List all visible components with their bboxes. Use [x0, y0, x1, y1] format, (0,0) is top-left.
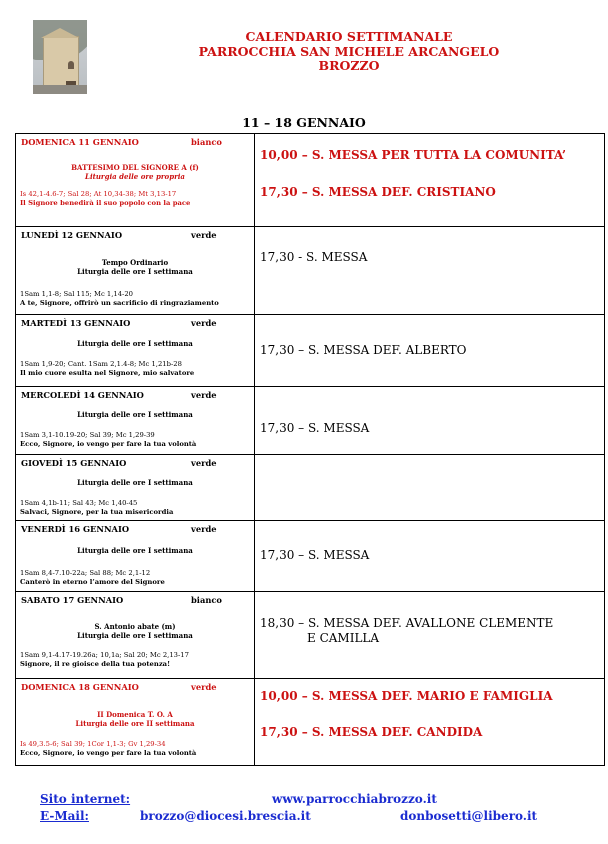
day-row — [16, 455, 605, 521]
liturgy-hours: Liturgia delle ore I settimana — [77, 546, 193, 555]
day-info-cell — [16, 455, 255, 521]
readings: 1Sam 1,9-20; Cant. 1Sam 2,1.4-8; Mc 1,21b-28 — [20, 360, 182, 368]
day-info-cell — [16, 387, 255, 455]
day-title: DOMENICA 11 GENNAIO bianco — [21, 137, 222, 147]
liturgical-color: verde — [191, 682, 217, 692]
readings: 1Sam 3,1-10.19-20; Sal 39; Mc 1,29-39 — [20, 431, 155, 439]
mass-cell — [255, 315, 605, 387]
liturgy-hours: Liturgia delle ore II settimana — [75, 719, 195, 728]
mass-entry: 17,30 – S. MESSA DEF. CRISTIANO — [260, 185, 496, 199]
day-row — [16, 134, 605, 227]
day-info-cell — [16, 134, 255, 227]
antiphon: Il Signore benedirà il suo popolo con la pace — [20, 198, 191, 207]
day-row — [16, 315, 605, 387]
email-link-parish[interactable]: brozzo@diocesi.brescia.it — [140, 809, 311, 823]
liturgy-hours: Liturgia delle ore I settimana — [77, 267, 193, 276]
day-row — [16, 592, 605, 679]
day-info-cell — [16, 679, 255, 766]
liturgical-color: bianco — [191, 137, 222, 147]
day-title: VENERDÌ 16 GENNAIO verde — [21, 524, 217, 534]
mass-cell — [255, 134, 605, 227]
readings: 1Sam 4,1b-11; Sal 43; Mc 1,40-45 — [20, 499, 138, 507]
antiphon: Ecco, Signore, io vengo per fare la tua volontà — [20, 748, 197, 757]
antiphon: Canterò in eterno l’amore del Signore — [20, 577, 165, 586]
mass-entry: E CAMILLA — [307, 631, 380, 645]
day-title: GIOVEDÌ 15 GENNAIO verde — [21, 458, 217, 468]
liturgy-hours: Liturgia delle ore I settimana — [77, 631, 193, 640]
mass-cell — [255, 679, 605, 766]
mass-cell — [255, 387, 605, 455]
readings: 1Sam 1,1-8; Sal 115; Mc 1,14-20 — [20, 290, 133, 298]
mass-cell — [255, 455, 605, 521]
header-parish: PARROCCHIA SAN MICHELE ARCANGELO — [198, 43, 500, 59]
feast: S. Antonio abate (m) — [94, 622, 176, 631]
day-row — [16, 387, 605, 455]
day-row — [16, 521, 605, 592]
day-row — [16, 679, 605, 766]
mass-cell — [255, 227, 605, 315]
feast: BATTESIMO DEL SIGNORE A (f) — [71, 163, 199, 172]
readings: 1Sam 8,4-7.10-22a; Sal 88; Mc 2,1-12 — [20, 569, 151, 577]
liturgical-color: verde — [191, 390, 217, 400]
antiphon: Ecco, Signore, io vengo per fare la tua volontà — [20, 439, 197, 448]
liturgical-color: bianco — [191, 595, 222, 605]
day-info-cell — [16, 521, 255, 592]
liturgical-color: verde — [191, 458, 217, 468]
header-title: CALENDARIO SETTIMANALE — [245, 29, 453, 44]
day-info-cell — [16, 227, 255, 315]
email-link-priest[interactable]: donbosetti@libero.it — [400, 809, 538, 823]
liturgy-hours: Liturgia delle ore I settimana — [77, 339, 193, 348]
day-info-cell — [16, 315, 255, 387]
church-photo — [33, 20, 87, 94]
website-link[interactable]: www.parrocchiabrozzo.it — [272, 792, 437, 806]
document-header — [90, 30, 608, 74]
liturgy-hours: Liturgia delle ore propria — [85, 172, 185, 181]
day-title: LUNEDÌ 12 GENNAIO verde — [21, 230, 217, 240]
header-town: BROZZO — [318, 58, 380, 73]
day-title: MARTEDÌ 13 GENNAIO verde — [21, 318, 217, 328]
mass-entry: 18,30 – S. MESSA DEF. AVALLONE CLEMENTE — [260, 616, 554, 630]
mass-cell — [255, 521, 605, 592]
weekly-calendar-table — [15, 133, 605, 766]
mass-entry: 17,30 – S. MESSA — [260, 548, 370, 562]
antiphon: Salvaci, Signore, per la tua misericordia — [20, 507, 174, 516]
mass-cell — [255, 592, 605, 679]
antiphon: Signore, il re gioisce della tua potenza! — [20, 659, 171, 668]
liturgy-hours: Liturgia delle ore I settimana — [77, 410, 193, 419]
liturgy-hours: Liturgia delle ore I settimana — [77, 478, 193, 487]
mass-entry: 17,30 – S. MESSA — [260, 421, 370, 435]
site-label: Sito internet: — [40, 792, 131, 806]
readings: Is 49,3.5-6; Sal 39; 1Cor 1,1-3; Gv 1,29-34 — [20, 740, 166, 748]
date-range: 11 – 18 GENNAIO — [242, 115, 366, 130]
readings: 1Sam 9,1-4.17-19.26a; 10,1a; Sal 20; Mc 2,13-17 — [20, 651, 189, 659]
day-info-cell — [16, 592, 255, 679]
day-title: SABATO 17 GENNAIO bianco — [21, 595, 222, 605]
day-row — [16, 227, 605, 315]
day-title: DOMENICA 18 GENNAIO verde — [21, 682, 217, 692]
liturgical-color: verde — [191, 318, 217, 328]
feast: Tempo Ordinario — [101, 258, 169, 267]
mass-entry: 17,30 – S. MESSA DEF. CANDIDA — [260, 725, 483, 739]
readings: Is 42,1-4.6-7; Sal 28; At 10,34-38; Mt 3,13-17 — [20, 190, 177, 198]
liturgical-color: verde — [191, 230, 217, 240]
antiphon: Il mio cuore esulta nel Signore, mio salvatore — [20, 368, 195, 377]
mass-entry: 17,30 - S. MESSA — [260, 250, 368, 264]
liturgical-color: verde — [191, 524, 217, 534]
day-title: MERCOLEDÌ 14 GENNAIO verde — [21, 390, 217, 400]
email-label: E-Mail: — [40, 809, 89, 823]
mass-entry: 10,00 – S. MESSA DEF. MARIO E FAMIGLIA — [260, 689, 553, 703]
mass-entry: 10,00 – S. MESSA PER TUTTA LA COMUNITA’ — [260, 148, 567, 162]
feast: II Domenica T. O. A — [97, 710, 173, 719]
antiphon: A te, Signore, offrirò un sacrificio di ringraziamento — [20, 298, 219, 307]
mass-entry: 17,30 – S. MESSA DEF. ALBERTO — [260, 343, 467, 357]
